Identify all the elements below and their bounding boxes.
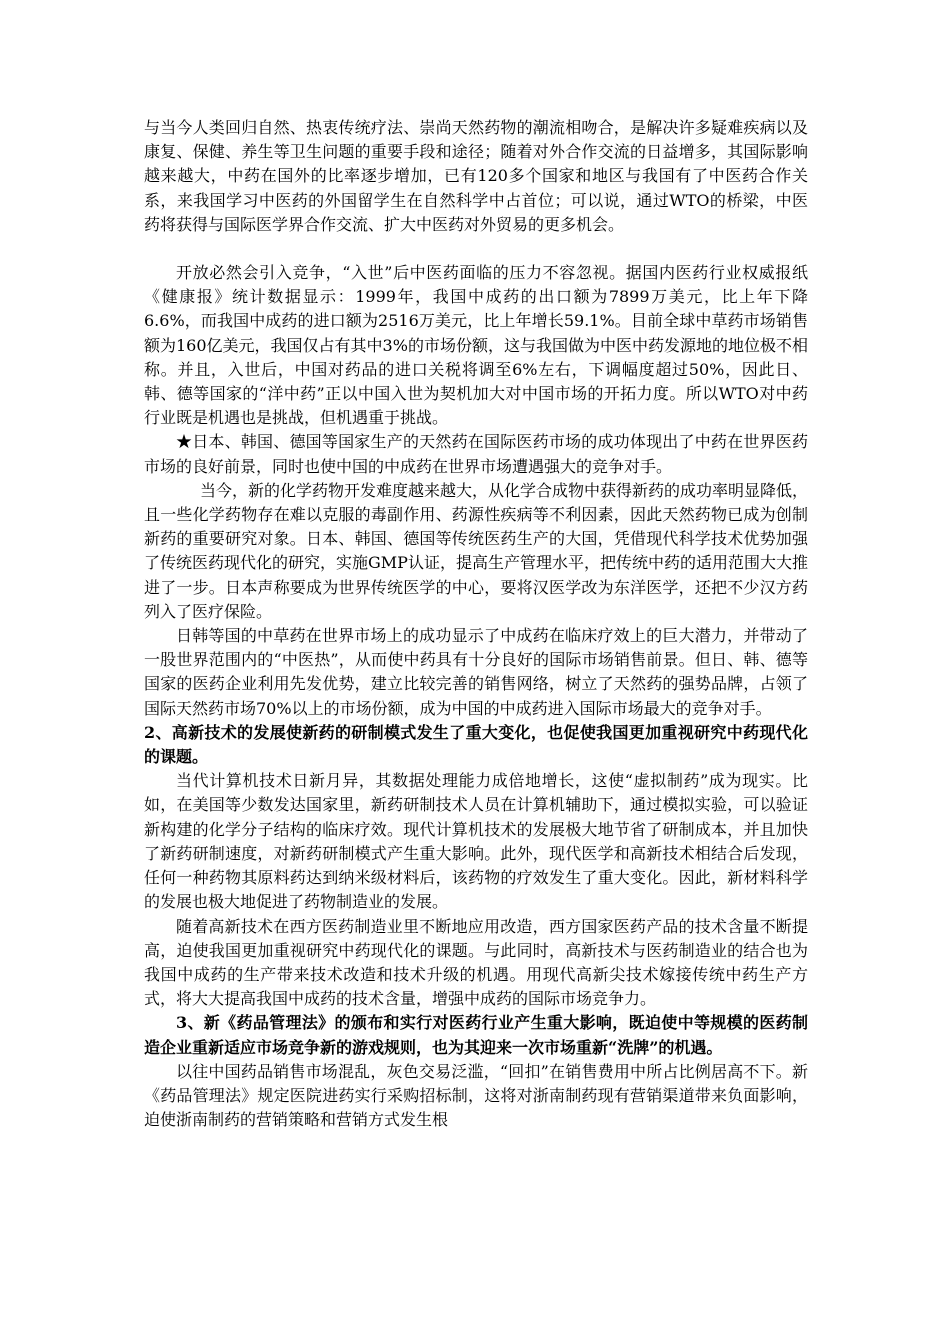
body-text: [144, 116, 808, 1132]
paragraph-high-tech: 随着高新技术在西方医药制造业里不断地应用改造，西方国家医药产品的技术含量不断提高，迫使我国更加重视研究中药现代化的课题。与此同时，高新技术与医药制造业的结合也为我国中成药的生产带来技术改造和技术升级的机遇。用现代高新尖技术嫁接传统中药生产方式，将大大提高我国中成药的技术含量，增强中成药的国际市场竞争力。: [144, 916, 808, 1009]
section-heading-3: 3、新《药品管理法》的颁布和实行对医药行业产生重大影响，既迫使中等规模的医药制造企业重新适应市场竞争新的游戏规则，也为其迎来一次市场重新“洗牌”的机遇。: [144, 1013, 808, 1057]
paragraph-computing: 当代计算机技术日新月异，其数据处理能力成倍地增长，这使“虚拟制药”成为现实。比如，在美国等少数发达国家里，新药研制技术人员在计算机辅助下，通过模拟实验，可以验证新构建的化学分子结构的临床疗效。现代计算机技术的发展极大地节省了研制成本，并且加快了新药研制速度，对新药研制模式产生重大影响。此外，现代医学和高新技术相结合后发现，任何一种药物其原料药达到纳米级材料后，该药物的疗效发生了重大变化。因此，新材料科学的发展也极大地促进了药物制造业的发展。: [144, 771, 808, 912]
paragraph-intro: 与当今人类回归自然、热衷传统疗法、崇尚天然药物的潮流相吻合，是解决许多疑难疾病以及康复、保健、养生等卫生问题的重要手段和途径；随着对外合作交流的日益增多，其国际影响越来越大，中药在国外的比率逐步增加，已有120多个国家和地区与我国有了中医药合作关系，来我国学习中医药的外国留学生在自然科学中占首位；可以说，通过WTO的桥梁，中医药将获得与国际医学界合作交流、扩大中医药对外贸易的更多机会。: [144, 118, 808, 234]
paragraph-competition: 开放必然会引入竞争，“入世”后中医药面临的压力不容忽视。据国内医药行业权威报纸《健康报》统计数据显示：1999年，我国中成药的出口额为7899万美元，比上年下降6.6%，而我国中成药的进口额为2516万美元，比上年增长59.1%。目前全球中草药市场销售额为160亿美元，我国仅占有其中3%的市场份额，这与我国做为中医中药发源地的地位极不相称。并且，入世后，中国对药品的进口关税将调至6%左右，下调幅度超过50%，因此日、韩、德等国家的“洋中药”正以中国入世为契机加大对中国市场的开拓力度。所以WTO对中药行业既是机遇也是挑战，但机遇重于挑战。: [144, 263, 808, 428]
section-heading-2: 2、高新技术的发展使新药的研制模式发生了重大变化，也促使我国更加重视研究中药现代化的课题。: [144, 722, 808, 767]
paragraph-chemical-drugs: 当今，新的化学药物开发难度越来越大，从化学合成物中获得新药的成功率明显降低，且一些化学药物存在难以克服的毒副作用、药源性疾病等不利因素，因此天然药物已成为创制新药的重要研究对象。日本、韩国、德国等传统医药生产的大国，凭借现代科学技术优势加强了传统医药现代化的研究，实施GMP认证，提高生产管理水平，把传统中药的适用范围大大推进了一步。日本声称要成为世界传统医学的中心，要将汉医学改为东洋医学，还把不少汉方药列入了医疗保险。: [144, 480, 809, 621]
paragraph-market: 以往中国药品销售市场混乱，灰色交易泛滥，“回扣”在销售费用中所占比例居高不下。新《药品管理法》规定医院进药实行采购招标制，这将对浙南制药现有营销渠道带来负面影响，迫使浙南制药的营销策略和营销方式发生根: [144, 1061, 808, 1130]
paragraph-star-point: ★日本、韩国、德国等国家生产的天然药在国际医药市场的成功体现出了中药在世界医药市场的良好前景，同时也使中国的中成药在世界市场遭遇强大的竞争对手。: [144, 432, 808, 476]
paragraph-japan-korea: 日韩等国的中草药在世界市场上的成功显示了中成药在临床疗效上的巨大潜力，并带动了一股世界范围内的“中医热”，从而使中药具有十分良好的国际市场销售前景。但日、韩、德等国家的医药企业利用先发优势，建立比较完善的销售网络，树立了天然药的强势品牌，占领了国际天然药市场70%以上的市场份额，成为中国的中成药进入国际市场最大的竞争对手。: [144, 626, 808, 718]
